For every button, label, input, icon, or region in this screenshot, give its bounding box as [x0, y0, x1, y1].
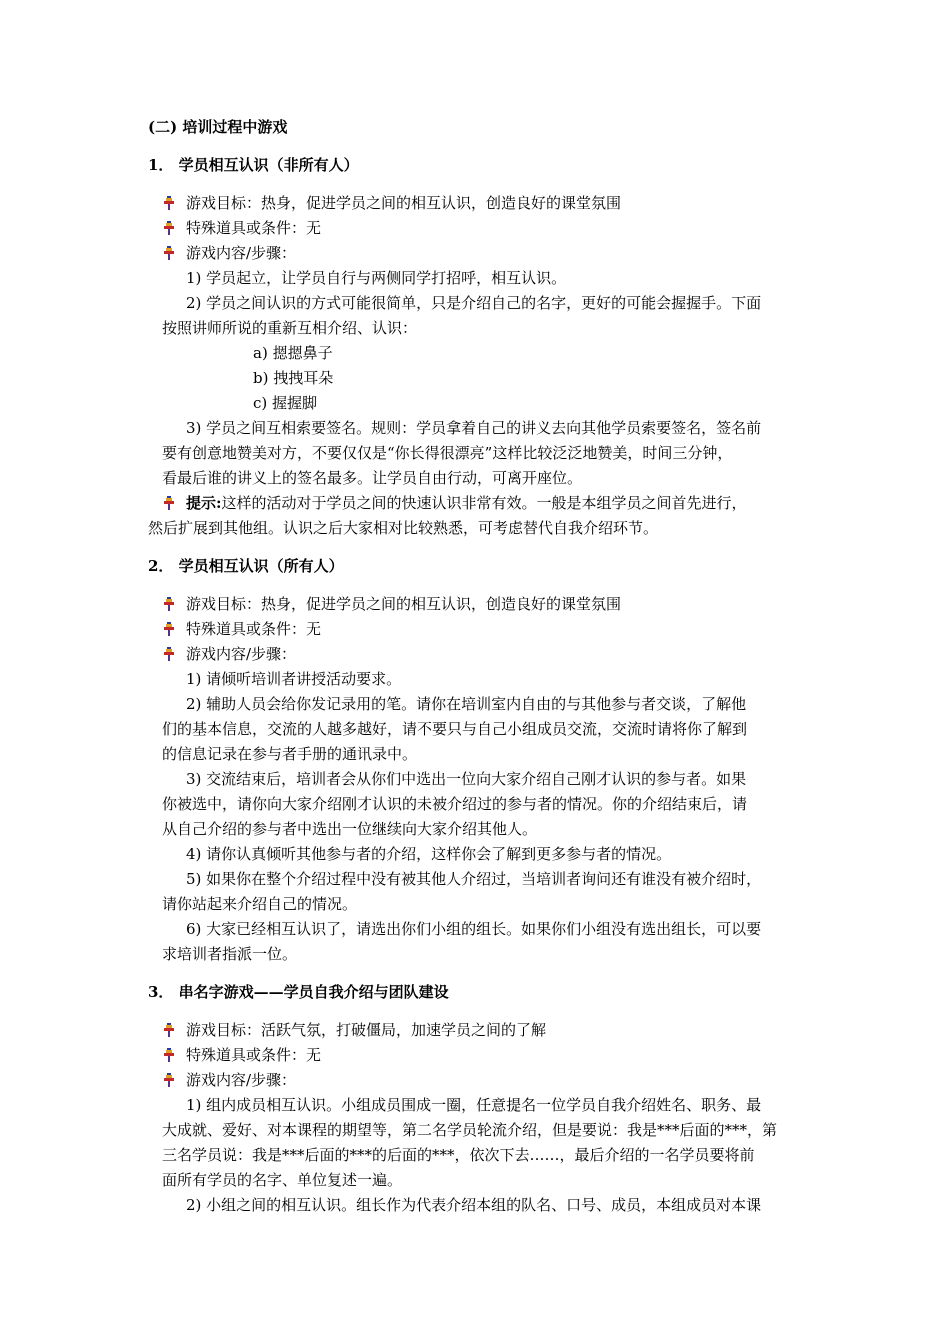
- game-2-heading: 2． 学员相互认识（所有人）: [148, 557, 344, 575]
- game-1-props-text: 特殊道具或条件：无: [186, 219, 322, 237]
- game-2-step-4: 4) 请你认真倾听其他参与者的介绍，这样你会了解到更多参与者的情况。: [186, 845, 672, 863]
- game-2-step-1: 1) 请倾听培训者讲授活动要求。: [186, 670, 402, 688]
- pushpin-bullet-icon: [162, 647, 176, 661]
- game-1-tip: [162, 493, 747, 513]
- game-3-steps-label: [162, 1070, 296, 1090]
- game-1-step-1: 1) 学员起立，让学员自行与两侧同学打招呼，相互认识。: [186, 269, 567, 287]
- game-3-step-1-line-3: 三名学员说：我是***后面的***的后面的***，依次下去……，最后介绍的一名学员要将前: [162, 1146, 755, 1164]
- game-3-steps-label-text: 游戏内容/步骤：: [186, 1071, 297, 1089]
- game-2-step-6-line-1: 6) 大家已经相互认识了，请选出你们小组的组长。如果你们小组没有选出组长，可以要: [186, 920, 762, 938]
- game-1-step-2-line-1: 2) 学员之间认识的方式可能很简单，只是介绍自己的名字，更好的可能会握握手。下面: [186, 294, 762, 312]
- game-2-goal: [162, 594, 621, 614]
- pushpin-bullet-icon: [162, 1048, 176, 1062]
- game-1-sub-c: c) 握握脚: [253, 394, 318, 412]
- pushpin-bullet-icon: [162, 1023, 176, 1037]
- game-3-step-1-line-1: 1) 组内成员相互认识。小组成员围成一圈，任意提名一位学员自我介绍姓名、职务、最: [186, 1096, 762, 1114]
- game-3-goal-text: 游戏目标：活跃气氛，打破僵局，加速学员之间的了解: [186, 1021, 547, 1039]
- pushpin-bullet-icon: [162, 622, 176, 636]
- game-2-step-2-line-1: 2) 辅助人员会给你发记录用的笔。请你在培训室内自由的与其他参与者交谈，了解他: [186, 695, 747, 713]
- game-1-step-2-line-2: 按照讲师所说的重新互相介绍、认识：: [162, 319, 418, 337]
- game-1-tip-line-2: 然后扩展到其他组。认识之后大家相对比较熟悉，可考虑替代自我介绍环节。: [148, 519, 659, 537]
- pushpin-bullet-icon: [162, 221, 176, 235]
- game-1-steps-label: [162, 243, 296, 263]
- game-3-step-1-line-4: 面所有学员的名字、单位复述一遍。: [162, 1171, 403, 1189]
- game-1-step-3-line-3: 看最后谁的讲义上的签名最多。让学员自由行动，可离开座位。: [162, 469, 583, 487]
- pushpin-bullet-icon: [162, 496, 176, 510]
- tip-label: 提示:: [186, 494, 222, 512]
- section-title: (二) 培训过程中游戏: [148, 118, 288, 136]
- game-1-sub-a: a) 摁摁鼻子: [253, 344, 333, 362]
- pushpin-bullet-icon: [162, 246, 176, 260]
- game-2-step-2-line-2: 们的基本信息，交流的人越多越好，请不要只与自己小组成员交流，交流时请将你了解到: [162, 720, 748, 738]
- game-2-props: [162, 619, 321, 639]
- game-1-props: [162, 218, 321, 238]
- game-3-heading: 3． 串名字游戏——学员自我介绍与团队建设: [148, 983, 449, 1001]
- game-1-goal-text: 游戏目标：热身，促进学员之间的相互认识，创造良好的课堂氛围: [186, 194, 622, 212]
- game-2-goal-text: 游戏目标：热身，促进学员之间的相互认识，创造良好的课堂氛围: [186, 595, 622, 613]
- game-2-steps-label: [162, 644, 296, 664]
- game-3-step-1-line-2: 大成就、爱好、对本课程的期望等，第二名学员轮流介绍，但是要说：我是***后面的***，第: [162, 1121, 778, 1139]
- game-3-props: [162, 1045, 321, 1065]
- game-2-step-3-line-3: 从自己介绍的参与者中选出一位继续向大家介绍其他人。: [162, 820, 538, 838]
- game-1-sub-b: b) 拽拽耳朵: [253, 369, 334, 387]
- game-1-step-3-line-2: 要有创意地赞美对方，不要仅仅是“你长得很漂亮”这样比较泛泛地赞美，时间三分钟，: [162, 444, 733, 462]
- game-2-step-3-line-2: 你被选中，请你向大家介绍刚才认识的未被介绍过的参与者的情况。你的介绍结束后，请: [162, 795, 748, 813]
- pushpin-bullet-icon: [162, 1073, 176, 1087]
- game-2-step-6-line-2: 求培训者指派一位。: [162, 945, 298, 963]
- game-2-step-3-line-1: 3) 交流结束后，培训者会从你们中选出一位向大家介绍自己刚才认识的参与者。如果: [186, 770, 747, 788]
- game-2-props-text: 特殊道具或条件：无: [186, 620, 322, 638]
- game-2-step-2-line-3: 的信息记录在参与者手册的通讯录中。: [162, 745, 418, 763]
- game-3-goal: [162, 1020, 546, 1040]
- pushpin-bullet-icon: [162, 196, 176, 210]
- game-2-step-5-line-1: 5) 如果你在整个介绍过程中没有被其他人介绍过，当培训者询问还有谁没有被介绍时，: [186, 870, 762, 888]
- game-3-step-2-line-1: 2) 小组之间的相互认识。组长作为代表介绍本组的队名、口号、成员，本组成员对本课: [186, 1196, 762, 1214]
- game-2-steps-label-text: 游戏内容/步骤：: [186, 645, 297, 663]
- pushpin-bullet-icon: [162, 597, 176, 611]
- game-1-step-3-line-1: 3) 学员之间互相索要签名。规则：学员拿着自己的讲义去向其他学员索要签名，签名前: [186, 419, 762, 437]
- game-1-steps-label-text: 游戏内容/步骤：: [186, 244, 297, 262]
- game-1-goal: [162, 193, 621, 213]
- game-2-step-5-line-2: 请你站起来介绍自己的情况。: [162, 895, 358, 913]
- game-1-heading: 1． 学员相互认识（非所有人）: [148, 156, 359, 174]
- game-3-props-text: 特殊道具或条件：无: [186, 1046, 322, 1064]
- game-1-tip-text: 这样的活动对于学员之间的快速认识非常有效。一般是本组学员之间首先进行，: [221, 494, 747, 512]
